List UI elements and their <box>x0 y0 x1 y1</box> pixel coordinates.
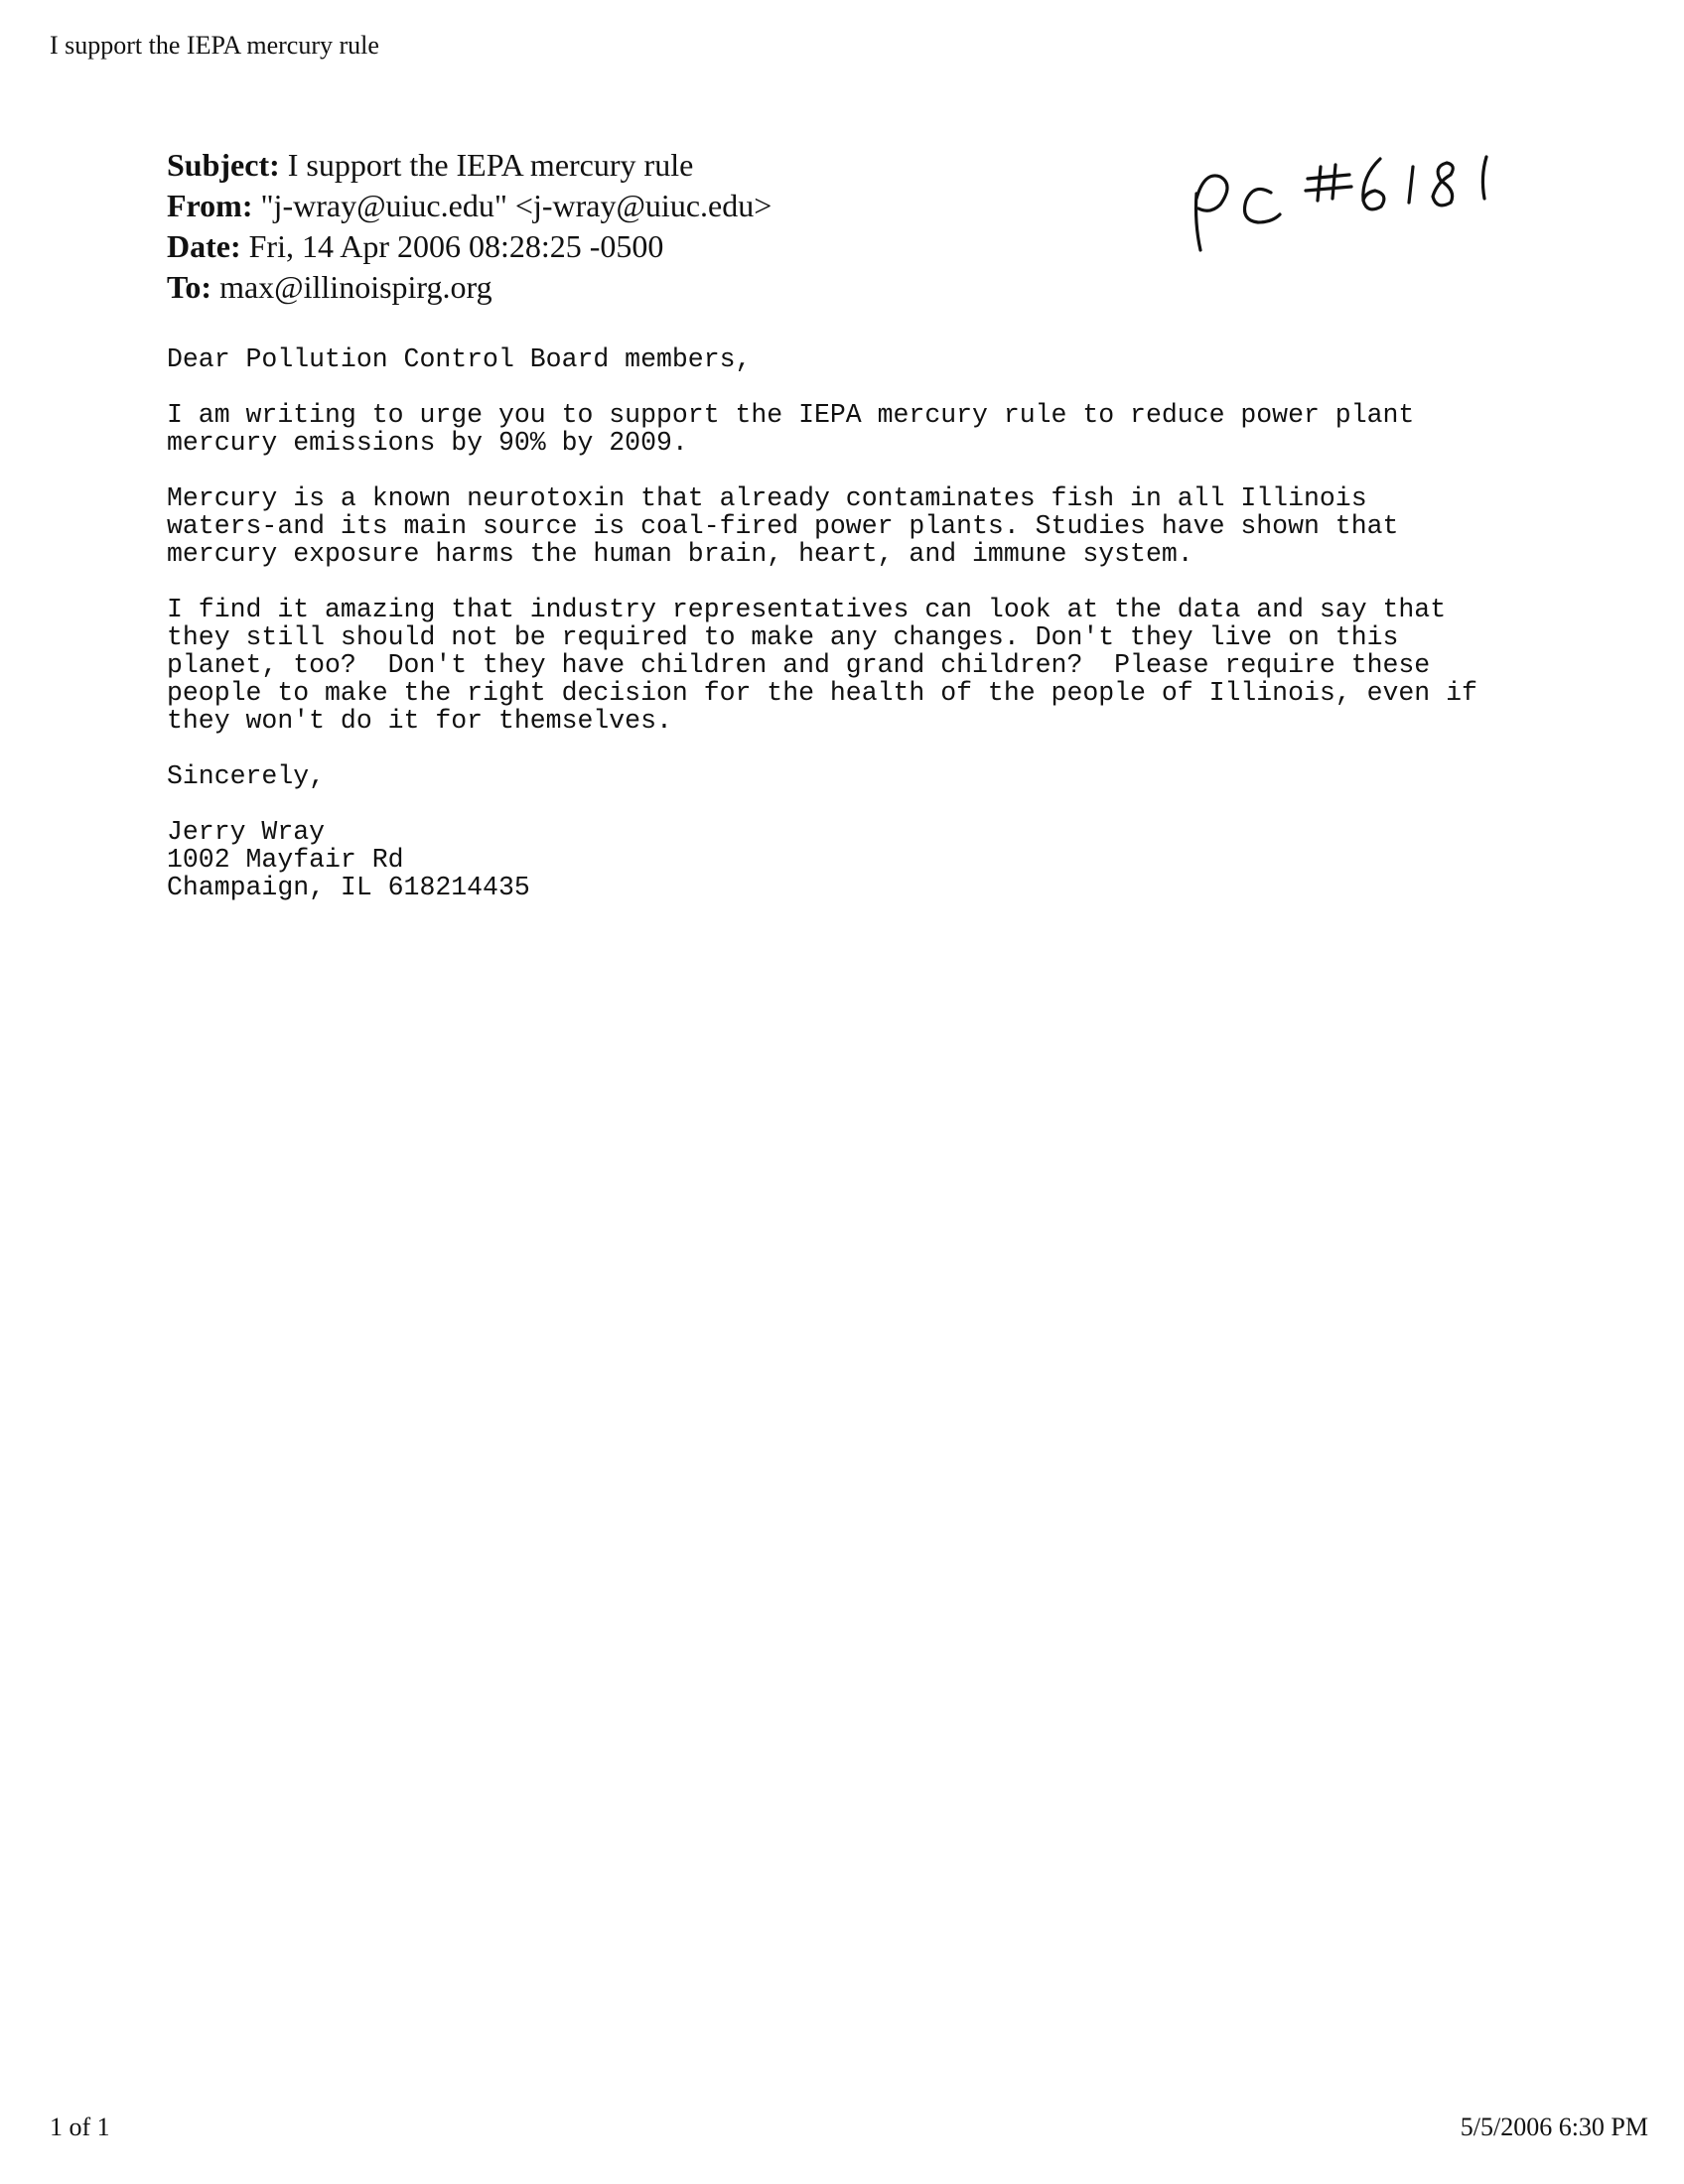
handwritten-c <box>1245 189 1281 222</box>
paragraph-2: Mercury is a known neurotoxin that already contaminates fish in all Illinois waters-and its main source is coal-fired power plants. Studies have shown that mercury exposure harms the human brain, heart, and immune system. <box>167 483 1399 569</box>
page-header-title: I support the IEPA mercury rule <box>50 31 379 60</box>
paragraph-1: I am writing to urge you to support the IEPA mercury rule to reduce power plant mercury emissions by 90% by 2009. <box>167 400 1415 458</box>
handwritten-8 <box>1433 163 1453 205</box>
paragraph-3: I find it amazing that industry representatives can look at the data and say that they still should not be required to make any changes. Don't they live on this planet, too? Don't they have children and grand children? Please require these people to make the right decision for the health of the people of Illinois, even if they won't do it for themselves. <box>167 595 1477 736</box>
date-label: Date: <box>167 228 241 264</box>
subject-value: I support the IEPA mercury rule <box>287 147 694 183</box>
to-row <box>167 267 772 308</box>
handwritten-6 <box>1363 159 1384 209</box>
to-value: max@illinoispirg.org <box>219 269 492 305</box>
closing: Sincerely, <box>167 761 326 791</box>
handwritten-1b <box>1482 157 1486 199</box>
greeting: Dear Pollution Control Board members, <box>167 344 752 374</box>
email-headers <box>167 145 772 308</box>
handwritten-1a <box>1409 167 1413 203</box>
signature-street: 1002 Mayfair Rd <box>167 845 404 875</box>
subject-label: Subject: <box>167 147 280 183</box>
email-body <box>167 345 1577 901</box>
signature-name: Jerry Wray <box>167 817 326 847</box>
handwritten-pc-number <box>1177 149 1514 258</box>
from-row <box>167 186 772 226</box>
date-value: Fri, 14 Apr 2006 08:28:25 -0500 <box>248 228 664 264</box>
handwritten-hash <box>1306 165 1351 201</box>
print-timestamp: 5/5/2006 6:30 PM <box>1460 2113 1648 2141</box>
page-number: 1 of 1 <box>50 2113 110 2141</box>
date-row <box>167 226 772 267</box>
signature-city: Champaign, IL 618214435 <box>167 873 530 902</box>
subject-row <box>167 145 772 186</box>
from-value: "j-wray@uiuc.edu" <j-wray@uiuc.edu> <box>260 188 772 223</box>
handwritten-p <box>1196 176 1228 250</box>
to-label: To: <box>167 269 212 305</box>
from-label: From: <box>167 188 253 223</box>
